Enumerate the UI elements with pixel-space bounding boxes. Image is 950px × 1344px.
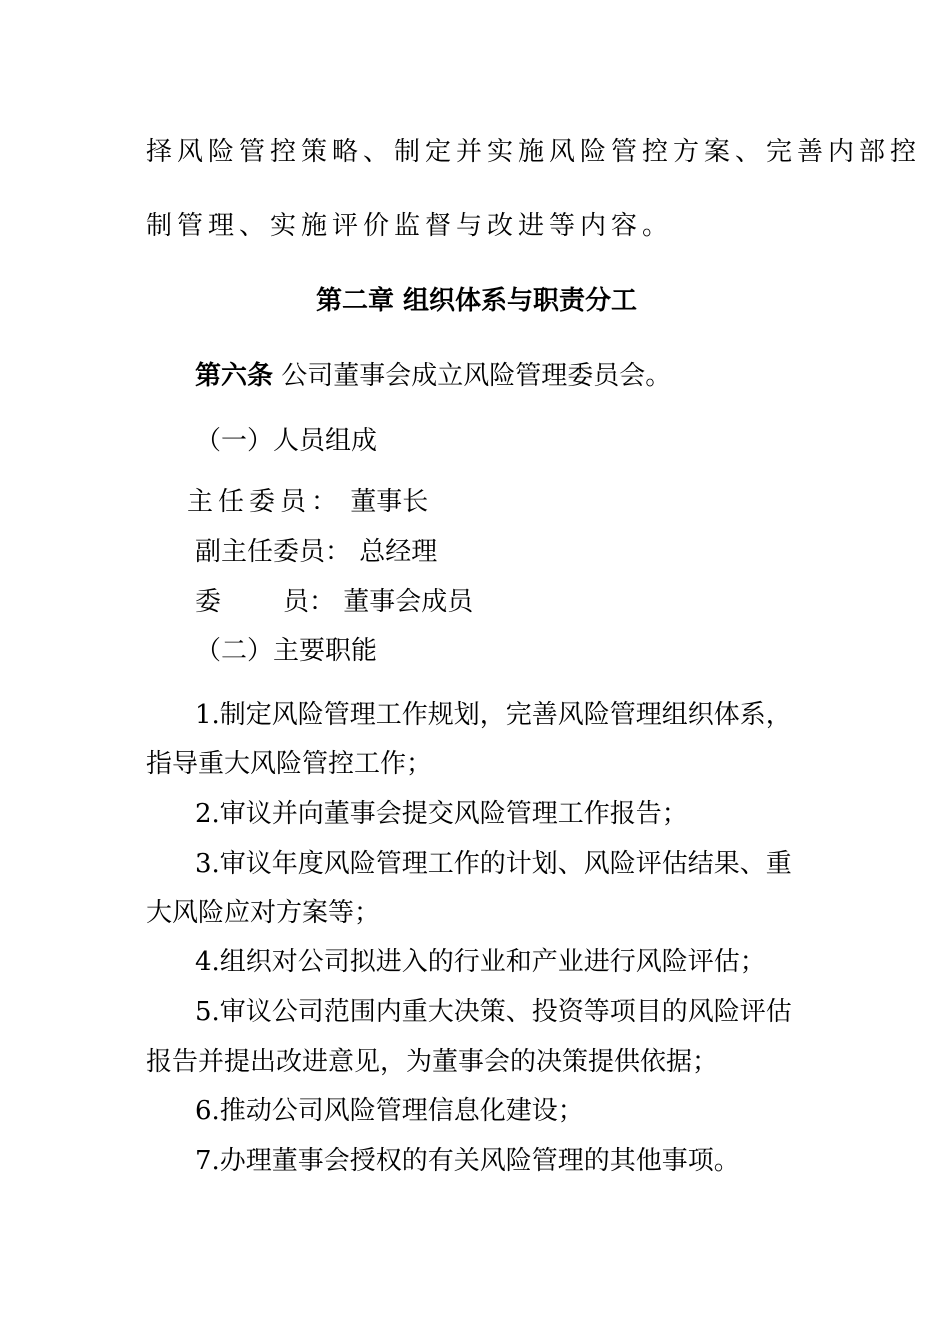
body-text-line: 择风险管控策略、制定并实施风险管控方案、完善内部控 bbox=[146, 137, 922, 167]
body-text-line: 制管理、实施评价监督与改进等内容。 bbox=[146, 211, 674, 241]
list-item: 5.审议公司范围内重大决策、投资等项目的风险评估 bbox=[195, 997, 792, 1027]
chapter-title: 第二章 组织体系与职责分工 bbox=[316, 286, 638, 316]
list-item-continuation: 指导重大风险管控工作； bbox=[146, 749, 433, 779]
article-text: 公司董事会成立风险管理委员会。 bbox=[281, 361, 672, 391]
section-heading: （二）主要职能 bbox=[195, 636, 378, 666]
list-item: 6.推动公司风险管理信息化建设； bbox=[195, 1096, 584, 1126]
member-role: 主任委员： bbox=[187, 487, 343, 517]
list-item-continuation: 大风险应对方案等； bbox=[146, 898, 381, 928]
member-role-start: 委 bbox=[195, 587, 222, 617]
member-holder: 董事会成员 bbox=[343, 587, 474, 617]
member-role-end: 员： bbox=[283, 587, 336, 617]
member-row bbox=[195, 585, 473, 619]
section-heading: （一）人员组成 bbox=[195, 426, 378, 456]
list-item: 3.审议年度风险管理工作的计划、风险评估结果、重 bbox=[195, 849, 792, 879]
article-label: 第六条 bbox=[195, 361, 274, 391]
list-item: 2.审议并向董事会提交风险管理工作报告； bbox=[195, 799, 688, 829]
list-item: 1.制定风险管理工作规划，完善风险管理组织体系， bbox=[195, 700, 792, 730]
list-item: 7.办理董事会授权的有关风险管理的其他事项。 bbox=[195, 1146, 740, 1176]
member-holder: 总经理 bbox=[359, 537, 438, 567]
list-item-continuation: 报告并提出改进意见，为董事会的决策提供依据； bbox=[146, 1047, 719, 1077]
member-role: 副主任委员： bbox=[195, 537, 352, 567]
member-holder: 董事长 bbox=[350, 487, 429, 517]
member-row bbox=[195, 535, 437, 569]
list-item: 4.组织对公司拟进入的行业和产业进行风险评估； bbox=[195, 947, 766, 977]
member-row bbox=[187, 485, 428, 519]
article-heading bbox=[195, 359, 671, 393]
